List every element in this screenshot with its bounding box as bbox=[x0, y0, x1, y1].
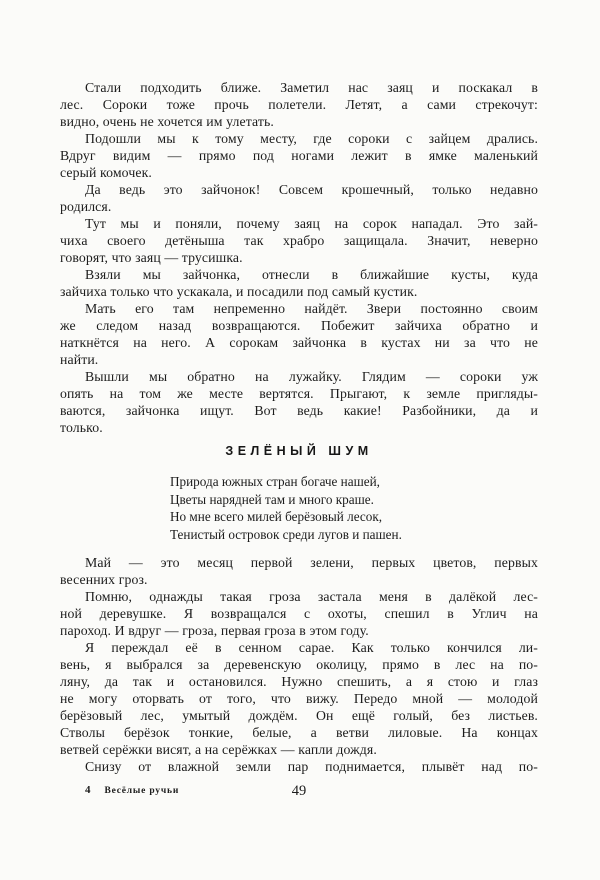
paragraph bbox=[60, 758, 538, 775]
paragraph bbox=[60, 368, 538, 436]
paragraph bbox=[60, 266, 538, 300]
text-line: же следом назад возвращаются. Побежит зайчиха обратно и bbox=[60, 318, 538, 333]
poem-block bbox=[170, 473, 470, 543]
text-line: говорят, что заяц — трусишка. bbox=[60, 250, 243, 265]
text-line: наткнётся на него. А сорокам зайчонка в кустах ни за что не bbox=[60, 335, 538, 350]
text-line: не могу оторвать от того, что вижу. Передо мной — молодой bbox=[60, 691, 538, 706]
text-line: пароход. И вдруг — гроза, первая гроза в этом году. bbox=[60, 623, 369, 638]
paragraph bbox=[60, 130, 538, 181]
text-line: Я переждал её в сенном сарае. Как только кончился ли- bbox=[85, 640, 538, 655]
text-line: только. bbox=[60, 420, 103, 435]
text-line: найти. bbox=[60, 352, 99, 367]
text-line: берёзовый лес, умытый дождём. Он ещё голый, без листьев. bbox=[60, 708, 538, 723]
paragraph bbox=[60, 639, 538, 758]
page-number: 49 bbox=[291, 783, 307, 799]
text-line: видно, очень не хочется им улетать. bbox=[60, 114, 274, 129]
paragraph bbox=[60, 181, 538, 215]
text-line: серый комочек. bbox=[60, 165, 152, 180]
text-line: Стволы берёзок тонкие, белые, а ветви лиловые. На концах bbox=[60, 725, 538, 740]
footer-signature-number: 4 bbox=[85, 784, 91, 796]
paragraph bbox=[60, 215, 538, 266]
text-line: Мать его там непременно найдёт. Звери постоянно своим bbox=[85, 301, 538, 316]
text-line: Да ведь это зайчонок! Совсем крошечный, только недавно bbox=[85, 182, 538, 197]
text-line: Стали подходить ближе. Заметил нас заяц и поскакал в bbox=[85, 80, 538, 95]
footer-book-title: Весёлые ручьи bbox=[104, 786, 180, 796]
poem-line: Но мне всего милей берёзовый лесок, bbox=[170, 509, 383, 524]
paragraph bbox=[60, 588, 538, 639]
text-line: вень, я выбрался за деревенскую околицу, прямо в лес на по- bbox=[60, 657, 538, 672]
text-line: ваются, зайчонка ищут. Вот ведь какие! Разбойники, да и bbox=[60, 403, 538, 418]
text-line: Снизу от влажной земли пар поднимается, плывёт над по- bbox=[85, 759, 538, 774]
text-line: лес. Сороки тоже прочь полетели. Летят, а сами стрекочут: bbox=[60, 97, 538, 112]
text-line: Май — это месяц первой зелени, первых цветов, первых bbox=[85, 555, 538, 570]
text-line: родился. bbox=[60, 199, 112, 214]
text-line: Подошли мы к тому месту, где сороки с зайцем дрались. bbox=[85, 131, 538, 146]
text-line: Вышли мы обратно на лужайку. Глядим — сороки уж bbox=[85, 369, 538, 384]
text-line: Тут мы и поняли, почему заяц на сорок нападал. Это зай- bbox=[85, 216, 538, 231]
paragraph bbox=[60, 79, 538, 130]
story-text-part1 bbox=[60, 79, 538, 436]
text-line: ляну, да так и остановился. Нужно спешить, а я стою и глаз bbox=[60, 674, 538, 689]
text-line: Вдруг видим — прямо под ногами лежит в ямке маленький bbox=[60, 148, 538, 163]
poem-line: Цветы нарядней там и много краше. bbox=[170, 491, 374, 507]
story-text-part2 bbox=[60, 554, 538, 775]
text-line: чиха своего детёныша так храбро защищала. Значит, неверно bbox=[60, 233, 538, 248]
text-line: ветвей серёжки висят, а на серёжках — капли дождя. bbox=[60, 742, 377, 757]
poem-line: Природа южных стран богаче нашей, bbox=[170, 474, 380, 489]
text-line: весенних гроз. bbox=[60, 572, 148, 587]
text-line: Взяли мы зайчонка, отнесли в ближайшие кусты, куда bbox=[85, 267, 538, 282]
text-line: опять на том же месте вертятся. Прыгают, к земле пригляды- bbox=[60, 386, 538, 401]
text-line: ной деревушке. Я возвращался с охоты, спешил в Углич на bbox=[60, 606, 538, 621]
poem-line: Тенистый островок среди лугов и пашен. bbox=[170, 526, 402, 542]
paragraph bbox=[60, 300, 538, 368]
text-line: зайчиха только что ускакала, и посадили под самый кустик. bbox=[60, 284, 418, 299]
section-title: ЗЕЛЁНЫЙ ШУМ bbox=[225, 444, 373, 458]
text-line: Помню, однажды такая гроза застала меня в далёкой лес- bbox=[85, 589, 538, 604]
paragraph bbox=[60, 554, 538, 588]
